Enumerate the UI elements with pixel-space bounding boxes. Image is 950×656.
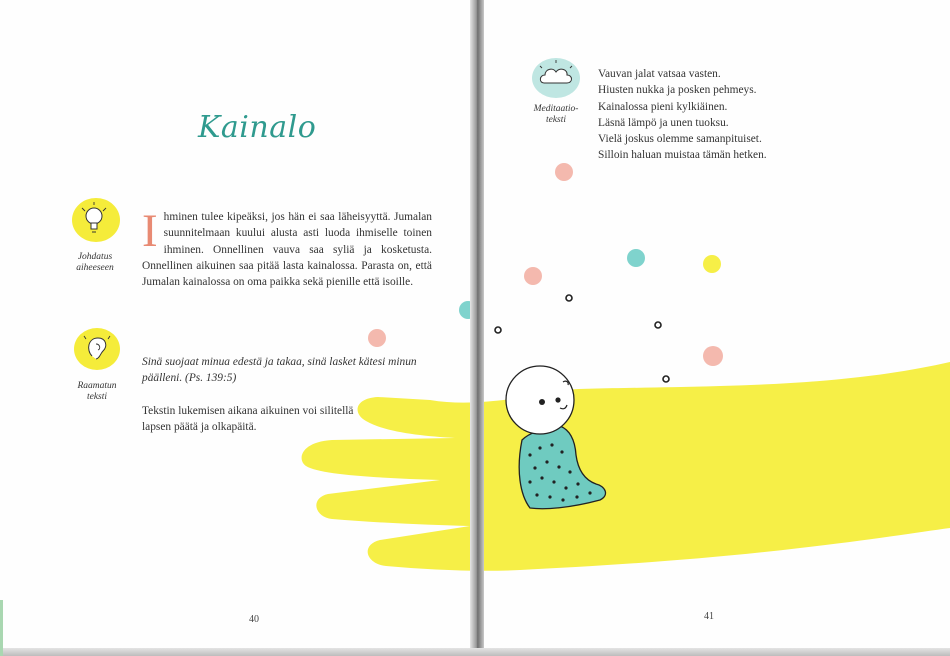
pink-dot [555, 163, 573, 181]
lightbulb-icon [70, 196, 122, 244]
page-number-right: 41 [704, 611, 714, 622]
intro-icon-label [60, 252, 130, 274]
intro-paragraph [142, 205, 432, 290]
poem-line: Hiusten nukka ja posken pehmeys. [598, 84, 757, 97]
bible-label-line2: teksti [86, 392, 108, 402]
meditation-label-line2: teksti [545, 115, 567, 125]
instruction-text: Tekstin lukemisen aikana aikuinen voi silitellä lapsen päätä ja olkapäitä. [142, 405, 354, 434]
drop-cap: I [142, 205, 158, 257]
yellow-hand-arm-illustration [302, 362, 950, 571]
poem-line: Silloin haluan muistaa tämän hetken. [598, 149, 767, 162]
pink-dot [703, 346, 723, 366]
meditation-icon-label [521, 104, 591, 126]
intro-label-line2: aiheeseen [76, 263, 114, 273]
black-ring [495, 327, 501, 333]
poem-line: Vauvan jalat vatsaa vasten. [598, 68, 721, 80]
bible-icon-label [62, 381, 132, 403]
poem-line: Läsnä lämpö ja unen tuoksu. [598, 116, 729, 129]
teal-dot [627, 249, 645, 267]
meditation-label-line1: Meditaatio- [533, 104, 579, 114]
book-gutter [470, 0, 484, 656]
page-title: Kainalo [198, 110, 317, 145]
pink-dot [368, 329, 386, 347]
yellow-dot [703, 255, 721, 273]
page-edge-bottom [0, 648, 950, 656]
intro-text: hminen tulee kipeäksi, jos hän ei saa läheisyyttä. Jumalan suunnitelmaan kuului alusta asti luoda ihmiselle toinen ihminen. Onnellinen vauva saa syliä ja kosketusta. Onnellinen aikuinen saa pitää lasta kainalossa. Parasta on, että Jumalan kainalossa on oma paikka sekä pienille että isoille. [142, 211, 432, 289]
pink-dot [524, 267, 542, 285]
black-ring [663, 376, 669, 382]
ear-icon [72, 326, 122, 372]
poem-line: Kainalossa pieni kylkiäinen. [598, 100, 728, 113]
poem-line: Vielä joskus olemme samanpituiset. [598, 133, 762, 146]
bible-verse: Sinä suojaat minua edestä ja takaa, sinä lasket kätesi minun päälleni. (Ps. 139:5) [142, 356, 417, 385]
black-ring [566, 295, 572, 301]
meditation-poem [598, 66, 858, 164]
page-edge-left [0, 600, 3, 656]
black-ring [655, 322, 661, 328]
intro-label-line1: Johdatus [77, 252, 113, 262]
cloud-icon [530, 56, 582, 100]
bible-label-line1: Raamatun [77, 381, 117, 391]
page-number-left: 40 [249, 614, 259, 625]
